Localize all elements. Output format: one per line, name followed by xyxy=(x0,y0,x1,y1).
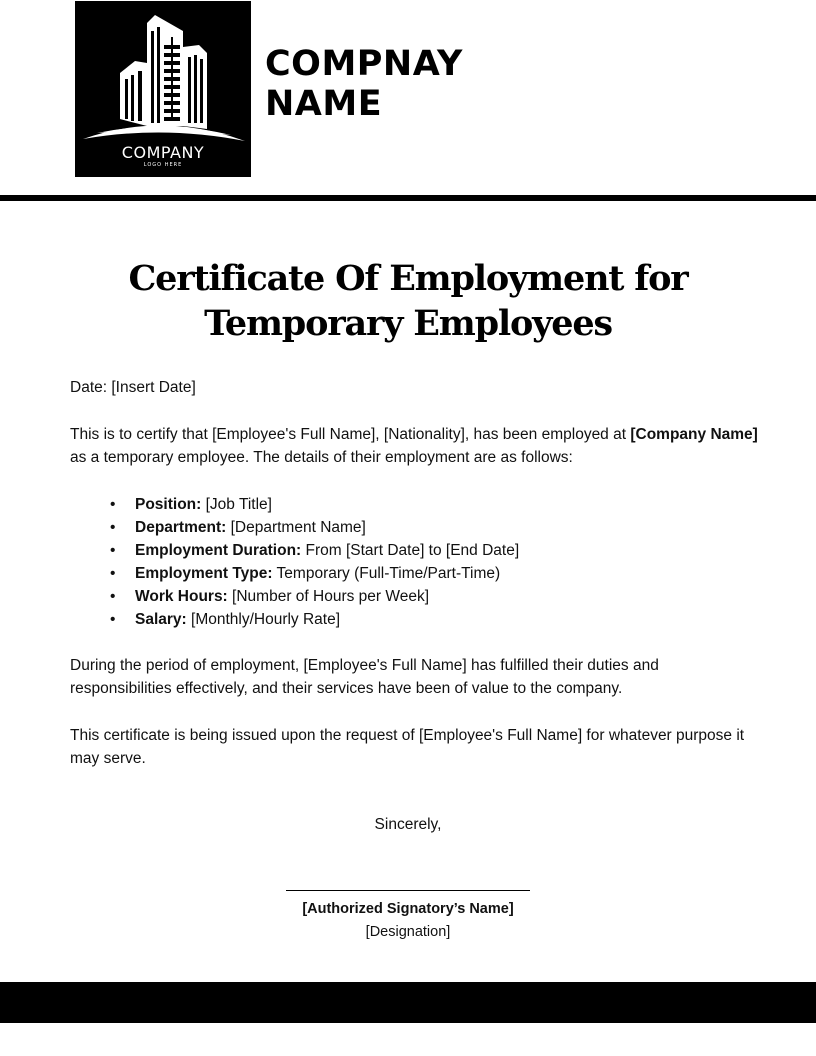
intro-text-1: This is to certify that [Employee's Full Name], [Nationality], has been employed at xyxy=(70,426,631,443)
detail-value: [Department Name] xyxy=(226,519,366,536)
company-logo xyxy=(75,1,251,177)
list-item xyxy=(110,562,760,585)
detail-label: Employment Duration: xyxy=(135,542,302,559)
company-name-line2: NAME xyxy=(265,84,383,124)
detail-label: Salary: xyxy=(135,611,187,628)
performance-paragraph: During the period of employment, [Employee's Full Name] has fulfilled their duties and responsibilities effectively, and their services have been of value to the company. xyxy=(70,657,659,697)
detail-value: [Job Title] xyxy=(201,496,272,513)
date-line: Date: [Insert Date] xyxy=(70,379,196,396)
intro-paragraph xyxy=(70,423,760,469)
company-name-line1: COMPNAY xyxy=(265,44,463,84)
list-item xyxy=(110,493,760,516)
closing-text: Sincerely, xyxy=(374,816,442,833)
detail-label: Employment Type: xyxy=(135,565,273,582)
detail-value: Temporary (Full-Time/Part-Time) xyxy=(272,565,501,582)
detail-label: Work Hours: xyxy=(135,588,228,605)
certificate-body xyxy=(70,376,760,794)
certificate-title xyxy=(0,256,816,346)
detail-value: From [Start Date] to [End Date] xyxy=(301,542,520,559)
purpose-paragraph: This certificate is being issued upon the request of [Employee's Full Name] for whatever purpose it may serve. xyxy=(70,727,745,767)
logo-subtext: LOGO HERE xyxy=(143,162,183,168)
detail-label: Department: xyxy=(135,519,227,536)
bullet-icon: • xyxy=(110,496,116,513)
bullet-icon: • xyxy=(110,588,116,605)
company-name xyxy=(265,44,463,124)
intro-company-name: [Company Name] xyxy=(630,426,758,443)
detail-value: [Number of Hours per Week] xyxy=(227,588,430,605)
bullet-icon: • xyxy=(110,565,116,582)
bullet-icon: • xyxy=(110,611,116,628)
signature-line xyxy=(286,890,530,891)
list-item xyxy=(110,585,760,608)
intro-text-2: as a temporary employee. The details of their employment are as follows: xyxy=(70,449,573,466)
list-item xyxy=(110,539,760,562)
employment-details-list xyxy=(70,493,760,631)
signatory-designation: [Designation] xyxy=(365,924,451,940)
signatory-name: [Authorized Signatory’s Name] xyxy=(302,901,514,917)
title-line1: Certificate Of Employment for xyxy=(128,258,688,299)
footer-bar xyxy=(0,982,816,1023)
detail-value: [Monthly/Hourly Rate] xyxy=(186,611,341,628)
detail-label: Position: xyxy=(135,496,202,513)
bullet-icon: • xyxy=(110,542,116,559)
logo-text: COMPANY xyxy=(121,143,205,162)
header-divider xyxy=(0,195,816,201)
bullet-icon: • xyxy=(110,519,116,536)
list-item xyxy=(110,608,760,631)
title-line2: Temporary Employees xyxy=(204,303,612,344)
list-item xyxy=(110,516,760,539)
